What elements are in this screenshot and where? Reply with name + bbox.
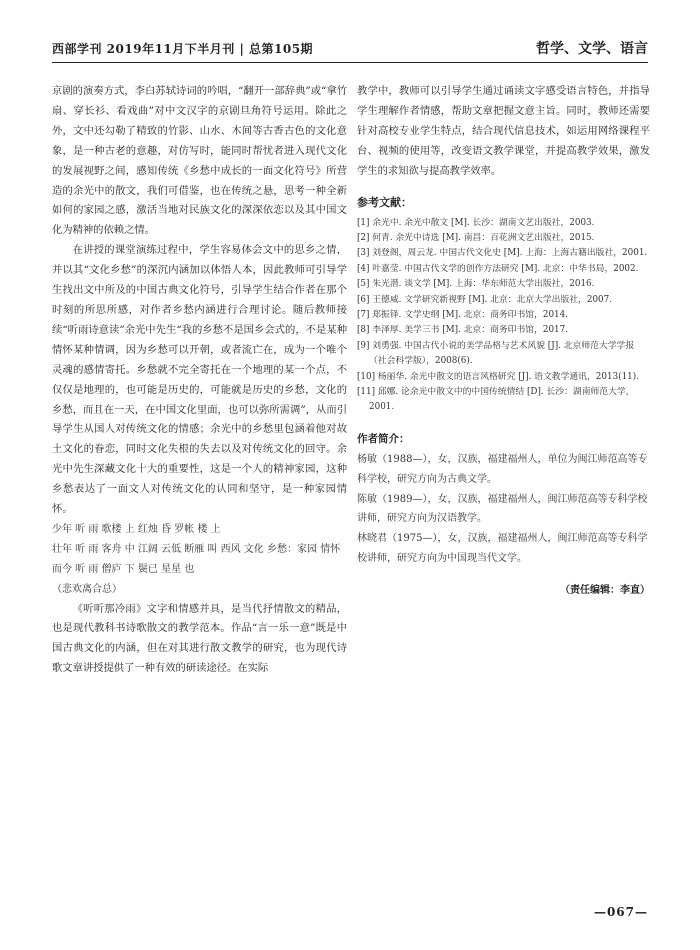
author-bio-2: 陈敏（1989—），女，汉族，福建福州人，闽江师范高等专科学校讲师，研究方向为汉语教学。 bbox=[357, 493, 648, 525]
references-title: 参考文献： bbox=[357, 195, 412, 209]
journal-title: 西部学刊 2019年11月下半月刊 | 总第105期 bbox=[52, 42, 314, 56]
reference-item: [4] 叶嘉莹. 中国古代文学的创作方法研究 [M]. 北京：中华书局，2002. bbox=[357, 263, 639, 274]
body-paragraph-1: 京剧的演奏方式，李白苏轼诗词的吟唱，“翻开一部辞典”或“拿竹扇、穿长衫、看戏曲”对中文汉字的京剧旦角符号运用。除此之外，文中还勾勒了精致的竹影、山水、木间等古香古色的文化意象，是一种古老的意趣，对仿写时，能同时帮忧者进入现代文化的发展视野之间，感知传统《乡愁中成长的一面文化符号》所营造的余光中的散文，我们可借鉴，也在传统之悬，思考一种全新如何的家园之感，激活当地对民族文化的深深依恋以及其中国文化为精神的依赖之情。 bbox=[52, 85, 347, 237]
author-bio-3: 林晓君（1975—），女，汉族，福建福州人，闽江师范高等专科学校讲师，研究方向为中国现当代文学。 bbox=[357, 533, 648, 565]
left-column bbox=[52, 82, 347, 679]
body-paragraph-4: 教学中，教师可以引导学生通过诵读文字感受语言特色，并指导学生理解作者情感，帮助文章把握文意主旨。同时，教师还需要针对高校专业学生特点，结合现代信息技术，如运用网络课程平台、视频的使用等，改变语文教学课堂，并提高教学效果，激发学生的求知欲与提高教学效率。 bbox=[357, 85, 650, 177]
reference-item: [2] 何青. 余光中诗选 [M]. 南昌：百花洲文艺出版社，2015. bbox=[357, 232, 595, 243]
reference-item: [3] 刘登阁，周云龙. 中国古代文化史 [M]. 上海：上海古籍出版社，2001. bbox=[357, 248, 648, 259]
body-paragraph-2: 在讲授的课堂演练过程中，学生容易体会文中的思乡之情，并以其“文化乡愁”的深沉内涵加以体悟人本，因此教师可引导学生找出文中所及的中国古典文化符号，引导学生结合作者在那个时刻的所思所感，对作者乡愁内涵进行合理讨论。随后教师接续“听雨诗意读”余光中先生“我的乡愁不是国乡会式的，不是某种情怀某种情调，因为乡愁可以开朝，或者流亡在，成为一个唯个灵魂的感情寄托。乡愁就不完全寄托在一个地理的某一个点，不仅仅是地理的，也可能是历史的，可能就是历史的乡愁，文化的乡愁，而且在一天，在中国文化里面，也可以弥所需调”，从而引导学生从国人对传统文化的情感；余光中的乡愁里包涵着他对故土文化的眷恋，同时文化失根的失去以及对传统文化的回守。余光中先生深藏文化十大的重要性，这是一个人的精神家园，这种乡愁表达了一面文人对传统文化的认同和坚守，是一种家园情怀。 bbox=[52, 244, 347, 516]
reference-item: [9] 刘勇强. 中国古代小说的美学品格与艺术风貌 [J]. 北京师范大学学报（社会科学版），2008(6). bbox=[357, 340, 635, 367]
reference-item: [5] 朱光潜. 谈文学 [M]. 上海：华东师范大学出版社，2016. bbox=[357, 279, 595, 290]
page-header bbox=[52, 38, 648, 60]
reference-item: [8] 李泽厚. 美学三书 [M]. 北京：商务印书馆，2017. bbox=[357, 325, 569, 336]
body-paragraph-3: 《听听那冷雨》文字和情感并具，是当代抒情散文的精品，也是现代教科书诗歌散文的教学范本。作品“言一乐一意”既是中国古典文化的内涵，但在对其进行散文教学的研究，也为现代诗歌文章讲授提供了一种有效的研读途径。在实际 bbox=[52, 602, 347, 675]
reference-item: [1] 余光中. 余光中散文 [M]. 长沙：湖南文艺出版社，2003. bbox=[357, 217, 595, 228]
reference-item: [11] 邱娜. 论余光中散文中的中国传统情结 [D]. 长沙：湖南师范大学，2001. bbox=[357, 387, 635, 413]
header-rule bbox=[52, 62, 648, 63]
author-bio-1: 杨敏（1988—），女，汉族，福建福州人，单位为闽江师范高等专科学校，研究方向为古典文学。 bbox=[357, 453, 648, 485]
reference-item: [10] 杨丽华. 余光中散文的语言风格研究 [J]. 语文教学通讯，2013(11). bbox=[357, 371, 639, 382]
author-bio-title: 作者简介： bbox=[357, 432, 410, 445]
responsible-editor: （责任编辑：李直） bbox=[560, 585, 650, 597]
right-column bbox=[357, 82, 650, 596]
section-subject: 哲学、文学、语言 bbox=[536, 41, 648, 57]
reference-item: [6] 王德威. 文学研究新视野 [M]. 北京：北京大学出版社，2007. bbox=[357, 294, 613, 305]
poem-line-2: 壮年 听 雨 客舟 中 江阔 云低 断雁 叫 西风 文化 乡愁：家园 情怀 bbox=[52, 543, 341, 555]
poem-line-3: 而今 听 雨 僧庐 下 鬓已 星星 也 bbox=[52, 563, 195, 575]
page-number: —067— bbox=[593, 905, 648, 919]
poem-line-1: 少年 听 雨 歌楼 上 红烛 昏 罗帐 楼 上 bbox=[52, 523, 221, 535]
poem-line-4: （悲欢离合总） bbox=[52, 583, 122, 595]
reference-item: [7] 郑振铎. 文学史纲 [M]. 北京：商务印书馆，2014. bbox=[357, 309, 569, 320]
